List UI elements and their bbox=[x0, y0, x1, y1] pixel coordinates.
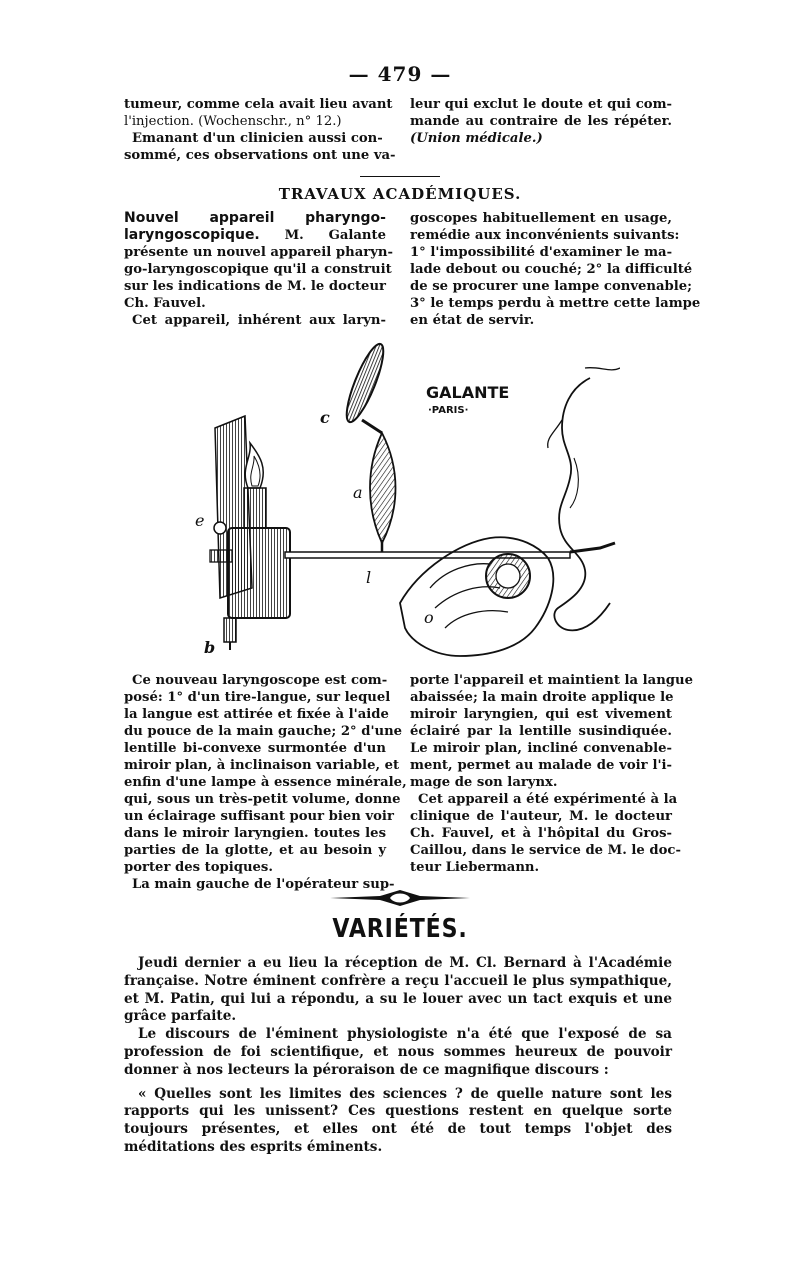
varietes-body bbox=[124, 955, 672, 1157]
label-c: c bbox=[320, 408, 330, 427]
text-line: lentille bi-convexe surmontée d'un bbox=[124, 741, 386, 756]
text-line: Emanant d'un clinicien aussi con- bbox=[132, 131, 383, 146]
text-line: sur les indications de M. le docteur bbox=[124, 279, 386, 294]
separator-rule bbox=[360, 176, 440, 177]
label-b: b bbox=[204, 638, 216, 657]
text-line: 3° le temps perdu à mettre cette lampe bbox=[410, 296, 701, 311]
text-line: du pouce de la main gauche; 2° d'une bbox=[124, 724, 403, 739]
text-line: de se procurer une lampe convenable; bbox=[410, 279, 693, 294]
label-l: l bbox=[366, 568, 372, 587]
article-left-column bbox=[124, 210, 393, 329]
article-title: Nouvel appareil pharyngo- bbox=[124, 210, 386, 226]
maker-mark: GALANTE bbox=[426, 383, 510, 402]
article-title-cont: laryngoscopique. bbox=[124, 227, 260, 243]
text-line: Ce nouveau laryngoscope est com- bbox=[132, 673, 388, 688]
maker-city: ·PARIS· bbox=[428, 405, 469, 416]
plane-mirror bbox=[340, 340, 390, 425]
paragraph: Jeudi dernier a eu lieu la réception de M. Cl. Bernard à l'Académie française. Notre éminent confrère a reçu l'accueil le plus sympathique, et M. Patin, qui lui a répondu, a su le louer avec un tact exquis et une grâce parfaite. bbox=[124, 955, 672, 1025]
text-line: Caillou, dans le service de M. le doc- bbox=[410, 843, 681, 858]
text-line: La main gauche de l'opérateur sup- bbox=[132, 877, 395, 892]
text-line: remédie aux inconvénients suivants: bbox=[410, 228, 680, 243]
text-line: posé: 1° d'un tire-langue, sur lequel bbox=[124, 690, 391, 705]
text-line: teur Liebermann. bbox=[410, 860, 540, 875]
text-line: présente un nouvel appareil pharyn- bbox=[124, 245, 393, 260]
text-line: miroir laryngien, qui est vivement bbox=[410, 707, 672, 722]
text-line: mage de son larynx. bbox=[410, 775, 558, 790]
text-line: Ch. Fauvel, et à l'hôpital du Gros- bbox=[410, 826, 672, 841]
section-title: TRAVAUX ACADÉMIQUES. bbox=[278, 185, 522, 203]
tongue-depressor bbox=[570, 543, 615, 552]
text-fragment: M. Galante bbox=[284, 228, 387, 243]
text-line: la langue est attirée et fixée à l'aide bbox=[124, 707, 389, 722]
lamp-reservoir bbox=[228, 528, 290, 618]
text-line: enfin d'une lampe à essence minérale, bbox=[124, 775, 407, 790]
text-line: leur qui exclut le doute et qui com- bbox=[410, 97, 672, 112]
patient-profile bbox=[554, 378, 610, 630]
text-line: go-laryngoscopique qu'il a construit bbox=[124, 262, 392, 277]
text-line: un éclairage suffisant pour bien voir bbox=[124, 809, 394, 824]
text-line: porte l'appareil et maintient la langue bbox=[410, 673, 693, 688]
text-line: goscopes habituellement en usage, bbox=[410, 211, 672, 226]
text-line: ment, permet au malade de voir l'i- bbox=[410, 758, 672, 773]
lamp-flame bbox=[245, 443, 263, 488]
text-line: dans le miroir laryngien. toutes les bbox=[124, 826, 386, 841]
article-right-column bbox=[410, 210, 701, 329]
label-a: a bbox=[353, 483, 363, 502]
top-right-column bbox=[410, 96, 672, 147]
continuation-left-column bbox=[124, 672, 407, 893]
top-left-column bbox=[124, 96, 396, 164]
text-line: sommé, ces observations ont une va- bbox=[124, 148, 396, 163]
text-line bbox=[124, 227, 386, 244]
text-line: clinique de l'auteur, M. le docteur bbox=[410, 809, 672, 824]
text-line: en état de servir. bbox=[410, 313, 535, 328]
varietes-title: VARIÉTÉS. bbox=[332, 914, 468, 944]
text-line: qui, sous un très-petit volume, donne bbox=[124, 792, 401, 807]
text-line: parties de la glotte, et au besoin y bbox=[124, 843, 386, 858]
text-line: abaissée; la main droite applique le bbox=[410, 690, 674, 705]
text-line: porter des topiques. bbox=[124, 860, 273, 875]
label-o: o bbox=[424, 608, 434, 627]
paragraph: Le discours de l'éminent physiologiste n'a été que l'exposé de sa profession de foi scientifique, et nous sommes heureux de pouvoir donner à nos lecteurs la péroraison de ce magnifique discours : bbox=[124, 1026, 672, 1078]
paragraph: « Quelles sont les limites des sciences ? de quelle nature sont les rapports qui les unissent? Ces questions restent en quelque sorte toujours présentes, et elles ont été de tout temps l'objet des méditations des esprits éminents. bbox=[124, 1085, 672, 1155]
text-line: tumeur, comme cela avait lieu avant bbox=[124, 97, 393, 112]
text-line: Cet appareil a été expérimenté à la bbox=[418, 792, 678, 807]
lens bbox=[370, 433, 396, 543]
text-line: miroir plan, à inclinaison variable, et bbox=[124, 758, 400, 773]
text-line: (Union médicale.) bbox=[410, 131, 543, 146]
continuation-right-column bbox=[410, 672, 693, 876]
text-line: lade debout ou couché; 2° la difficulté bbox=[410, 262, 693, 277]
text-line: l'injection. (Wochenschr., n° 12.) bbox=[124, 114, 342, 129]
text-line: Cet appareil, inhérent aux laryn- bbox=[132, 313, 386, 328]
lamp-chimney bbox=[244, 488, 266, 528]
text-line: Ch. Fauvel. bbox=[124, 296, 206, 311]
ornamental-divider bbox=[330, 886, 470, 910]
text-line: mande au contraire de les répéter. bbox=[410, 114, 672, 129]
text-line: 1° l'impossibilité d'examiner le ma- bbox=[410, 245, 673, 260]
text-line: éclairé par la lentille susindiquée. bbox=[410, 724, 672, 739]
page-number: — 479 — bbox=[348, 62, 452, 86]
laryngoscope-engraving bbox=[190, 338, 620, 663]
label-e: e bbox=[195, 511, 205, 530]
support-rod bbox=[285, 552, 570, 558]
text-line: Le miroir plan, incliné convenable- bbox=[410, 741, 672, 756]
